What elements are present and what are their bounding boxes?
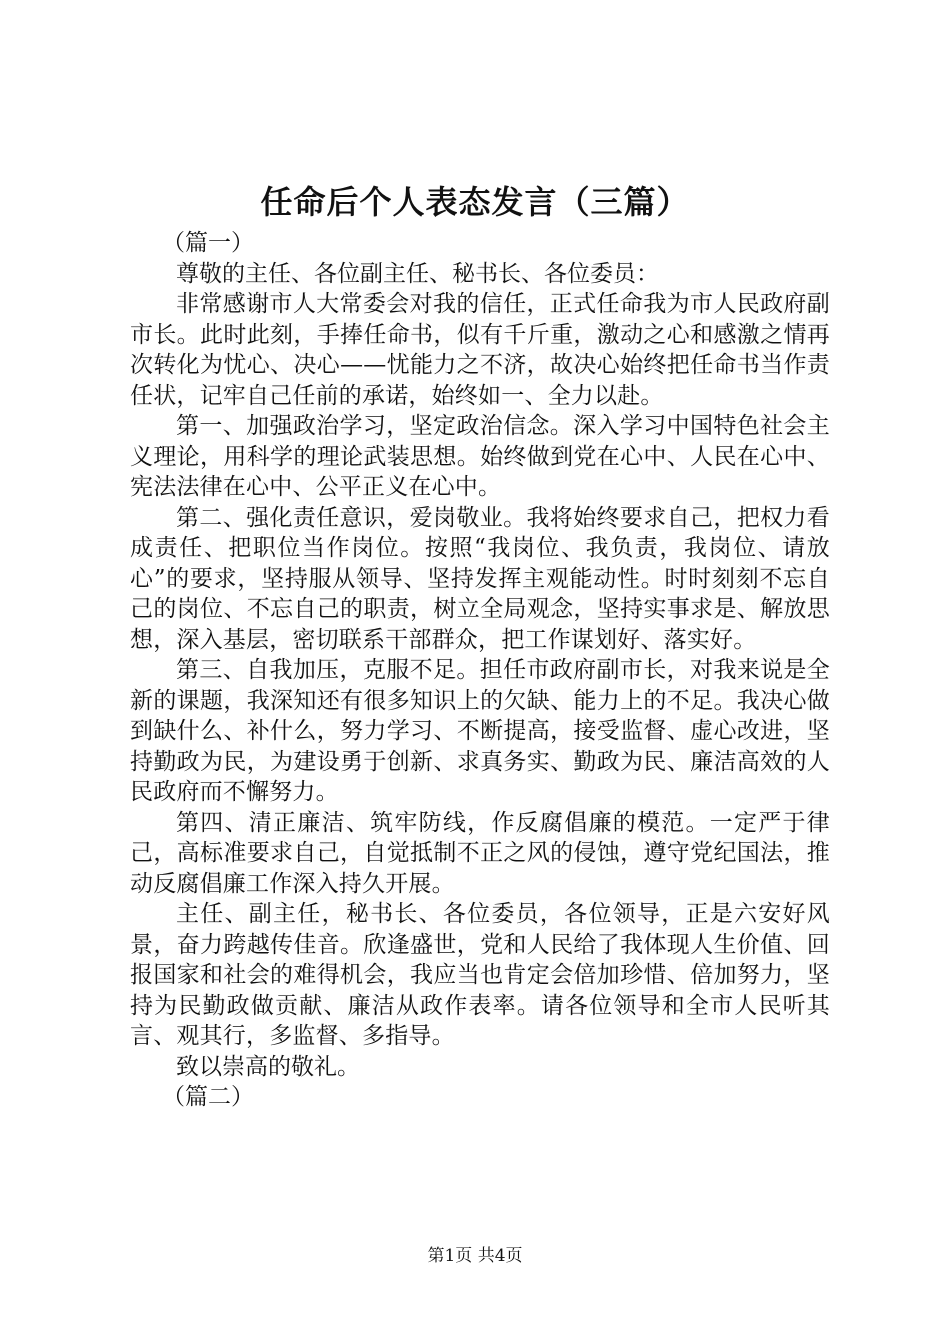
page-footer: 第1页 共4页 [427,1246,523,1266]
paragraph-point-three: 第三、自我加压，克服不足。担任市政府副市长，对我来说是全新的课题，我深知还有很多知识上的欠缺、能力上的不足。我决心做到缺什么、补什么，努力学习、不断提高，接受监督、虚心改进，坚持勤政为民，为建设勇于创新、求真务实、勤政为民、廉洁高效的人民政府而不懈努力。 [130,657,830,805]
section-two-label: （篇二） [162,1084,254,1110]
document-body [130,228,830,1113]
document-title: 任命后个人表态发言（三篇） [260,183,690,221]
paragraph-conclusion: 主任、副主任，秘书长、各位委员，各位领导，正是六安好风景，奋力跨越传佳音。欣逢盛世，党和人民给了我体现人生价值、回报国家和社会的难得机会，我应当也肯定会倍加珍惜、倍加努力，坚持为民勤政做贡献、廉洁从政作表率。请各位领导和全市人民听其言、观其行，多监督、多指导。 [130,901,830,1049]
section-one-label: （篇一） [162,230,254,256]
salutation: 尊敬的主任、各位副主任、秘书长、各位委员： [176,260,659,287]
paragraph-point-one: 第一、加强政治学习，坚定政治信念。深入学习中国特色社会主义理论，用科学的理论武装思想。始终做到党在心中、人民在心中、宪法法律在心中、公平正义在心中。 [130,413,830,500]
closing-line: 致以崇高的敬礼。 [176,1053,360,1080]
paragraph-intro: 非常感谢市人大常委会对我的信任，正式任命我为市人民政府副市长。此时此刻，手捧任命书，似有千斤重，激动之心和感激之情再次转化为忧心、决心——忧能力之不济，故决心始终把任命书当作责任状，记牢自己任前的承诺，始终如一、全力以赴。 [130,291,830,409]
paragraph-point-four: 第四、清正廉洁、筑牢防线，作反腐倡廉的模范。一定严于律己，高标准要求自己，自觉抵制不正之风的侵蚀，遵守党纪国法，推动反腐倡廉工作深入持久开展。 [130,809,830,897]
paragraph-point-two: 第二、强化责任意识，爱岗敬业。我将始终要求自己，把权力看成责任、把职位当作岗位。按照“我岗位、我负责，我岗位、请放心”的要求，坚持服从领导、坚持发挥主观能动性。时时刻刻不忘自己的岗位、不忘自己的职责，树立全局观念，坚持实事求是、解放思想，深入基层，密切联系干部群众，把工作谋划好、落实好。 [130,504,830,653]
